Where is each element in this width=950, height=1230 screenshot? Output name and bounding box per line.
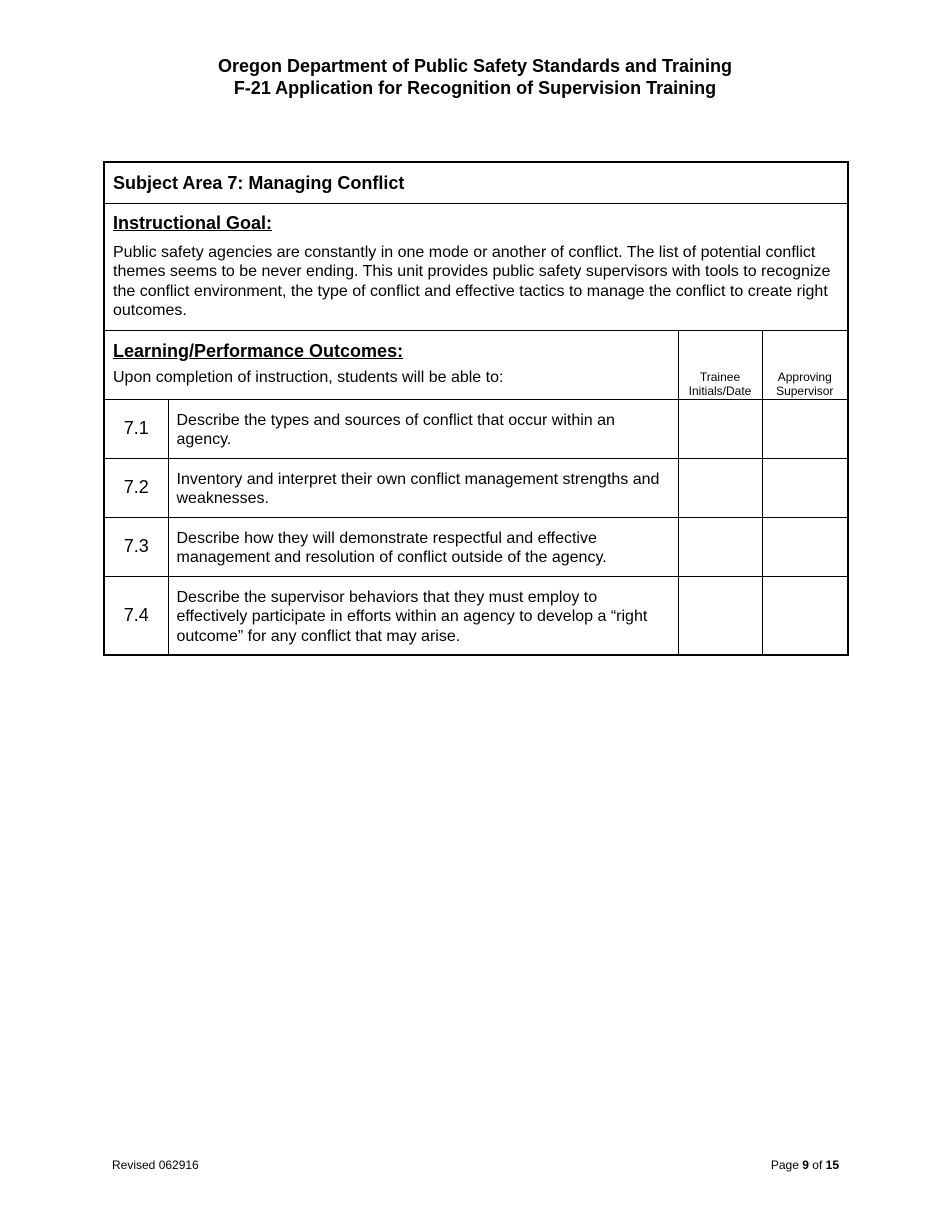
outcome-row [104, 458, 848, 517]
header-line-2: F-21 Application for Recognition of Supervision Training [233, 78, 717, 98]
trainee-header-line-1: Trainee [699, 369, 741, 384]
outcome-description: Inventory and interpret their own conflict management strengths and weaknesses. [168, 458, 678, 517]
outcome-number: 7.2 [104, 458, 168, 517]
page-total: 15 [825, 1158, 839, 1172]
outcomes-header-row [104, 330, 848, 399]
document-header [0, 55, 950, 99]
supervisor-approval-field[interactable] [762, 399, 848, 458]
outcomes-intro: Upon completion of instruction, students will be able to: [113, 368, 504, 386]
subject-row [104, 162, 848, 204]
page-number [771, 1158, 839, 1172]
outcomes-header-cell [104, 330, 678, 399]
supervisor-approval-field[interactable] [762, 458, 848, 517]
supervisor-approval-field[interactable] [762, 576, 848, 655]
header-line-1: Oregon Department of Public Safety Standards and Training [217, 56, 733, 76]
subject-area-table [103, 161, 849, 656]
outcome-number: 7.1 [104, 399, 168, 458]
goal-row [104, 204, 848, 331]
supervisor-header-line-2: Supervisor [776, 383, 834, 398]
page-of: of [812, 1158, 823, 1172]
outcome-row [104, 576, 848, 655]
page-current: 9 [802, 1158, 809, 1172]
trainee-initials-header [678, 330, 762, 399]
outcome-description: Describe how they will demonstrate respectful and effective management and resolution of conflict outside of the agency. [168, 517, 678, 576]
revision-note: Revised 062916 [112, 1158, 199, 1172]
instructional-goal-text: Public safety agencies are constantly in one mode or another of conflict. The list of potential conflict themes seems to be never ending. This unit provides public safety supervisors with tools to recognize the conflict environment, the type of conflict and effective tactics to manage the conflict to create right outcomes. [113, 243, 831, 319]
outcome-number: 7.3 [104, 517, 168, 576]
outcome-row [104, 399, 848, 458]
subject-title: Subject Area 7: Managing Conflict [104, 162, 848, 204]
trainee-initials-field[interactable] [678, 399, 762, 458]
page-prefix: Page [770, 1158, 799, 1172]
instructional-goal-cell [104, 204, 848, 331]
trainee-initials-field[interactable] [678, 458, 762, 517]
trainee-initials-field[interactable] [678, 576, 762, 655]
trainee-header-line-2: Initials/Date [688, 383, 752, 398]
trainee-initials-field[interactable] [678, 517, 762, 576]
approving-supervisor-header [762, 330, 848, 399]
outcome-number: 7.4 [104, 576, 168, 655]
outcomes-heading: Learning/Performance Outcomes: [113, 340, 404, 361]
supervisor-header-line-1: Approving [777, 369, 832, 384]
instructional-goal-heading: Instructional Goal: [113, 213, 273, 233]
supervisor-approval-field[interactable] [762, 517, 848, 576]
outcome-row [104, 517, 848, 576]
outcome-description: Describe the types and sources of conflict that occur within an agency. [168, 399, 678, 458]
outcome-description: Describe the supervisor behaviors that they must employ to effectively participate in efforts within an agency to develop a “right outcome” for any conflict that may arise. [168, 576, 678, 655]
